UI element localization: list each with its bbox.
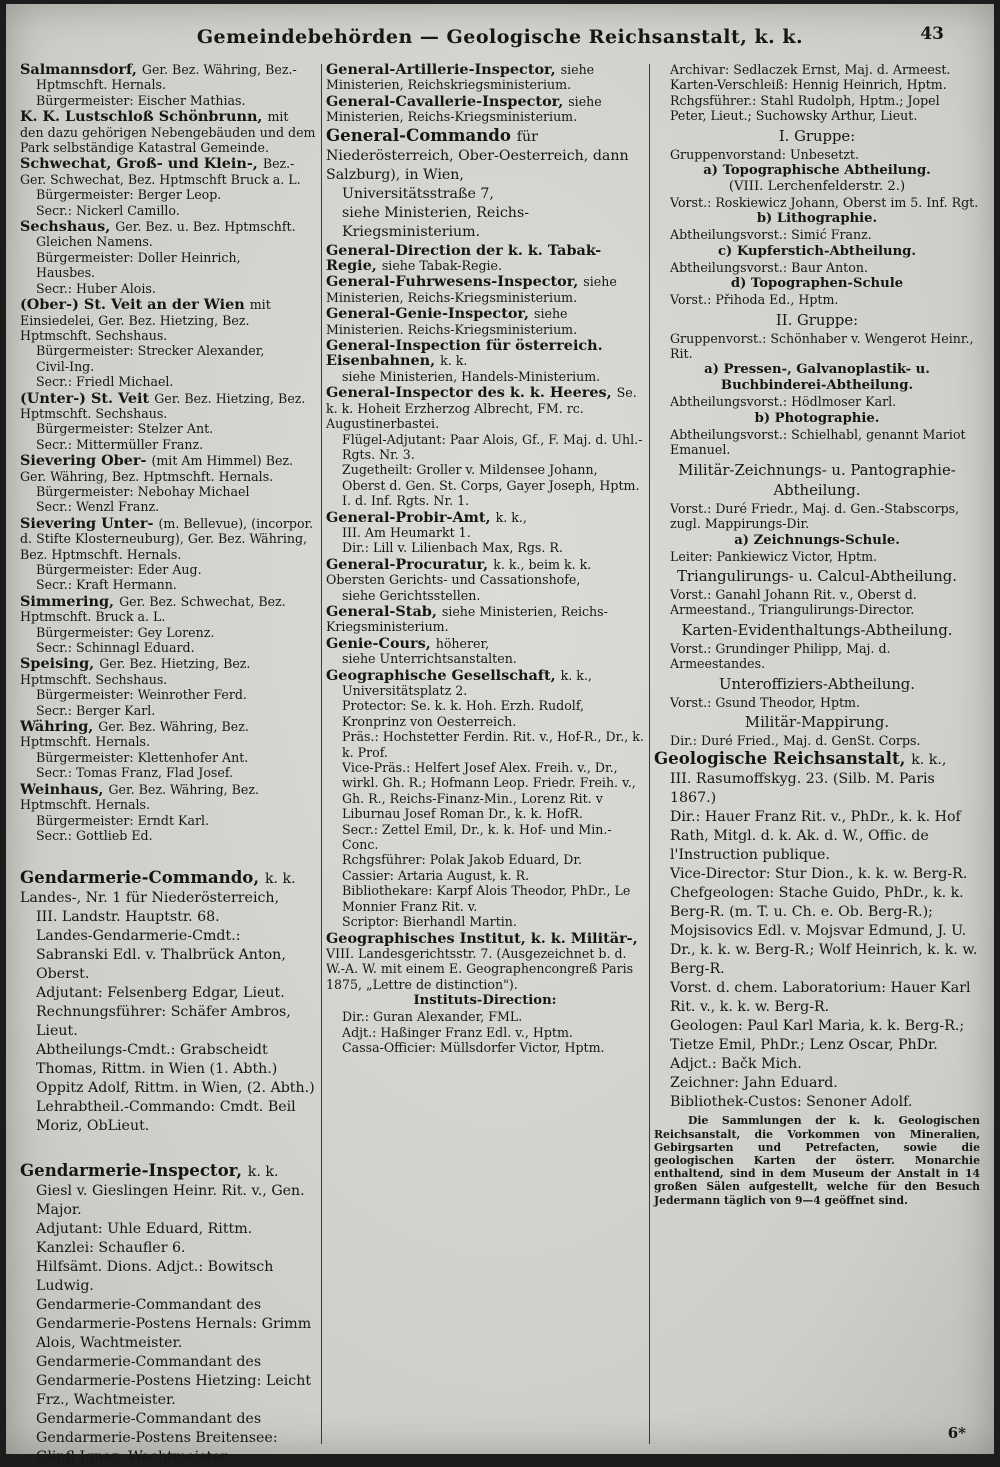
entry-line: Chefgeologen: Stache Guido, PhDr., k. k. Berg-R. (m. T. u. Ch. e. Ob. Berg-R.); Mojsisovics Edl. v. Mojsvar Edmund, J. U. Dr., k. k. w. Berg-R.; Wolf Heinrich, k. k. w. Berg-R. [670, 885, 978, 978]
entry-heading: Geologische Reichsanstalt, [654, 748, 912, 769]
directory-entry [654, 260, 980, 275]
entry-line: Landes-Gendarmerie-Cmdt.: Sabranski Edl. v. Thalbrück Anton, Oberst. [36, 928, 286, 983]
directory-entry [654, 695, 980, 710]
entry-line: siehe Gerichtsstellen. [342, 587, 481, 603]
page [6, 4, 994, 1466]
entry-line: k. k., [911, 752, 947, 769]
entry-line: Zeichner: Jahn Eduard. [670, 1075, 838, 1092]
directory-entry [20, 719, 316, 781]
entry-heading: (Unter-) St. Veit [20, 389, 155, 407]
entry-line: siehe Ministerien, Reichs-Kriegsministerium. [326, 93, 602, 125]
entry-heading: General-Artillerie-Inspector, [326, 61, 561, 78]
entry-heading: General-Probir-Amt, [326, 508, 496, 526]
entry-line: Protector: Se. k. k. Hoh. Erzh. Rudolf, Kronprinz von Oesterreich. [342, 698, 585, 729]
entry-line: Ger. Bez. Hietzing, Bez. Hptmschft. Sechshaus. [20, 390, 306, 421]
subsection-label: b) Photographie. [754, 410, 880, 426]
entry-line: Flügel-Adjutant: Paar Alois, Gf., F. Maj. d. Uhl.-Rgts. Nr. 3. [342, 431, 643, 462]
entry-heading: Gendarmerie-Inspector, [20, 1160, 248, 1181]
section-title: Militär-Zeichnungs- u. Pantographie-Abtheilung. [678, 461, 956, 499]
entry-line: Hilfsämt. Dions. Adjct.: Bowitsch Ludwig. [36, 1259, 274, 1295]
entry-line: Abtheilungsvorst.: Simić Franz. [670, 227, 872, 243]
entry-line: Kanzlei: Schaufler 6. [36, 1240, 186, 1257]
entry-line: Vorst.: Duré Friedr., Maj. d. Gen.-Stabscorps, zugl. Mappirungs-Dir. [670, 500, 960, 532]
entry-line: k. k., [495, 509, 527, 525]
entry-line: Bürgermeister: Doller Heinrich, [36, 249, 241, 265]
subsection-label: a) Topographische Abtheilung. [703, 163, 931, 179]
subsection-label: Instituts-Direction: [413, 993, 557, 1009]
entry-line: Civil-Ing. [36, 358, 95, 374]
entry-heading: General-Direction der k. k. Tabak-Regie, [326, 241, 602, 275]
entry-line: Bürgermeister: Klettenhofer Ant. [36, 749, 249, 765]
directory-entry [326, 668, 644, 930]
entry-heading: General-Commando [326, 124, 517, 145]
entry-line: k. k., beim k. k. Obersten Gerichts- und Cassationshofe, [326, 556, 592, 588]
subsection-heading [654, 362, 980, 394]
subsection-label: c) Kupferstich-Abtheilung. [718, 243, 916, 259]
subsection-heading [654, 411, 980, 427]
directory-entry [326, 931, 644, 993]
entry-line: k. k. [247, 1164, 279, 1181]
page-number: 43 [920, 24, 944, 44]
entry-line: Rechnungsführer: Schäfer Ambros, Lieut. [36, 1004, 291, 1040]
directory-entry [326, 306, 644, 337]
section-title: Unteroffiziers-Abtheilung. [719, 675, 915, 693]
directory-entry [654, 292, 980, 307]
entry-line: Vorst.: Ganahl Johann Rit. v., Oberst d. Armeestand., Triangulirungs-Director. [670, 586, 917, 618]
entry-line: Secr.: Schinnagl Eduard. [36, 640, 195, 656]
entry-line: Ger. Bez. Hietzing, Bez. Hptmschft. Sechshaus. [20, 656, 251, 687]
directory-entry [654, 501, 980, 532]
entry-line: Dir.: Guran Alexander, FML. [342, 1009, 523, 1025]
entry-line: Bibliothekare: Karpf Alois Theodor, PhDr., Le Monnier Franz Rit. v. [342, 883, 631, 914]
entry-line: Geologen: Paul Karl Maria, k. k. Berg-R.; Tietze Emil, PhDr.; Lenz Oscar, PhDr. [670, 1018, 965, 1054]
subsection-heading [654, 163, 980, 195]
directory-entry [20, 516, 316, 593]
entry-line: Archivar: Sedlaczek Ernst, Maj. d. Armeest. [670, 62, 951, 77]
entry-line: Secr.: Tomas Franz, Flad Josef. [36, 765, 234, 781]
subsection-label: d) Topographen-Schule [730, 276, 904, 292]
entry-line: siehe Unterrichtsanstalten. [342, 651, 517, 667]
directory-entry [20, 219, 316, 296]
directory-entry [654, 587, 980, 618]
directory-entry [654, 549, 980, 564]
entry-line: Gruppenvorstand: Unbesetzt. [670, 146, 859, 162]
directory-entry [654, 427, 980, 458]
directory-entry [326, 126, 644, 242]
column-rule-1 [321, 64, 322, 1444]
entry-heading: Salmannsdorf, [20, 61, 142, 78]
entry-line: III. Am Heumarkt 1. [342, 524, 471, 540]
entry-line: Vice-Präs.: Helfert Josef Alex. Freih. v., Dr., wirkl. Gh. R.; Hofmann Leop. Friedr. Freih. v., Gh. R., Reichs-Finanz-Min., Lorenz Rit. v Liburnau Josef Roman Dr., k. k. HofR. [342, 760, 636, 822]
signature-mark: 6* [947, 1424, 966, 1442]
entry-line: Rchgsführer: Polak Jakob Eduard, Dr. [342, 852, 583, 868]
entry-line: Karten-Verschleiß: Hennig Heinrich, Hptm. [670, 77, 947, 93]
entry-heading: Schwechat, Groß- und Klein-, [20, 155, 263, 173]
entry-line: siehe Ministerien, Reichskriegsministerium. [326, 62, 595, 93]
entry-line: siehe Ministerien, Reichs-Kriegsministerium. [342, 204, 530, 240]
entry-heading: Speising, [20, 655, 100, 673]
directory-entry [20, 156, 316, 218]
directory-entry [654, 62, 980, 124]
entry-heading: General-Procuratur, [326, 555, 494, 573]
entry-heading: Sievering Unter- [20, 514, 159, 532]
entry-line: Secr.: Nickerl Camillo. [36, 202, 180, 218]
entry-line: Bürgermeister: Strecker Alexander, [36, 343, 265, 359]
entry-line: Lehrabtheil.-Commando: Cmdt. Beil Moriz, ObLieut. [36, 1099, 296, 1135]
subsection-heading [654, 211, 980, 227]
entry-line: VIII. Landesgerichtsstr. 7. (Ausgezeichnet b. d. W.-A. W. mit einem E. Geographencongreß Paris 1875, „Lettre de distinction"). [326, 945, 634, 992]
entry-line: Ger. Bez. u. Bez. Hptmschft. [115, 219, 296, 235]
directory-entry [654, 749, 980, 1112]
entry-line: Bürgermeister: Gey Lorenz. [36, 624, 215, 640]
entry-line: Scriptor: Bierhandl Martin. [342, 914, 517, 930]
entry-line: Vorst. d. chem. Laboratorium: Hauer Karl Rit. v., k. k. w. Berg-R. [670, 980, 971, 1016]
entry-line: höherer, [435, 635, 490, 651]
entry-line: Secr.: Kraft Hermann. [36, 577, 177, 593]
column-rule-2 [649, 64, 650, 1444]
entry-line: Vorst.: Roskiewicz Johann, Oberst im 5. Inf. Rgt. [670, 195, 979, 211]
directory-entry [20, 1161, 316, 1467]
running-header [6, 26, 994, 50]
directory-entry [326, 274, 644, 305]
subsection-address: (VIII. Lerchenfelderstr. 2.) [728, 179, 906, 195]
entry-heading: Sievering Ober- [20, 452, 152, 470]
entry-heading: Geographisches Institut, k. k. Militär-, [326, 929, 638, 947]
entry-line: (m. Bellevue), (incorpor. d. Stifte Klosterneuburg), Ger. Bez. Währing, Bez. Hptmschft. Hernals. [20, 515, 314, 562]
entry-line: Giesl v. Gieslingen Heinr. Rit. v., Gen. Major. [36, 1183, 305, 1219]
subsection-heading [326, 993, 644, 1009]
section-title: Militär-Mappirung. [744, 713, 890, 731]
entry-line: Abtheilungsvorst.: Schielhabl, genannt Mariot Emanuel. [670, 426, 966, 458]
entry-line: Se. k. k. Hoheit Erzherzog Albrecht, FM. rc. Augustinerbastei. [326, 385, 637, 432]
entry-line: Leiter: Pankiewicz Victor, Hptm. [670, 548, 878, 564]
section-gap [20, 1137, 316, 1161]
entry-line: (mit Am Himmel) Bez. Ger. Währing, Bez. Hptmschft. Hernals. [20, 453, 294, 484]
entry-line: Secr.: Gottlieb Ed. [36, 827, 153, 843]
entry-line: Bibliothek-Custos: Senoner Adolf. [670, 1094, 913, 1111]
directory-entry [20, 453, 316, 515]
directory-entry [654, 394, 980, 409]
entry-line: Bürgermeister: Nebohay Michael [36, 483, 250, 499]
section-gap [20, 844, 316, 868]
entry-line: Adjutant: Uhle Eduard, Rittm. [36, 1221, 253, 1238]
entry-line: siehe Tabak-Regie. [381, 258, 502, 274]
entry-line: Gendarmerie-Commandant des Gendarmerie-Postens Hernals: Grimm Alois, Wachtmeister. [36, 1297, 312, 1352]
column-left [20, 61, 316, 1466]
entry-line: k. k. Landes-, Nr. 1 für Niederösterreich, [20, 871, 296, 907]
directory-entry [326, 62, 644, 93]
entry-line: Vorst.: Gsund Theodor, Hptm. [670, 694, 861, 710]
directory-entry [20, 868, 316, 1136]
entry-line: Adjct.: Bačk Mich. [670, 1056, 802, 1073]
entry-heading: General-Fuhrwesens-Inspector, [326, 273, 584, 291]
subsection-label: a) Zeichnungs-Schule. [734, 532, 900, 548]
directory-entry [20, 391, 316, 453]
entry-heading: General-Inspector des k. k. Heeres, [326, 384, 617, 402]
directory-entry [654, 147, 980, 162]
entry-line: III. Landstr. Hauptstr. 68. [36, 909, 220, 926]
entry-line: Secr.: Berger Karl. [36, 702, 156, 718]
entry-line: Hptmschft. Hernals. [36, 77, 166, 93]
entry-line: k. k., [560, 667, 592, 683]
directory-entry [326, 1009, 644, 1055]
entry-line: Gendarmerie-Commandant des Gendarmerie-Postens Hietzing: Leicht Frz., Wachtmeister. [36, 1354, 312, 1409]
entry-line: Bürgermeister: Berger Leop. [36, 187, 222, 203]
entry-line: Bürgermeister: Eder Aug. [36, 562, 202, 577]
entry-line: Bez.-Ger. Schwechat, Bez. Hptmschft Bruck a. L. [20, 156, 301, 187]
directory-entry [20, 297, 316, 389]
entry-line: für Niederösterreich, Ober-Oesterreich, dann Salzburg), in Wien, [326, 128, 629, 183]
entry-line: Oppitz Adolf, Rittm. in Wien, (2. Abth.) [36, 1080, 315, 1097]
entry-line: Präs.: Hochstetter Ferdin. Rit. v., Hof-R., Dr., k. k. Prof. [342, 729, 644, 760]
section-title: II. Gruppe: [775, 311, 859, 329]
entry-line: Secr.: Wenzl Franz. [36, 499, 160, 515]
directory-entry [654, 641, 980, 672]
entry-line: Ger. Bez. Währing, Bez. Hptmschft. Hernals. [20, 719, 249, 750]
entry-line: Rchgsführer.: Stahl Rudolph, Hptm.; Jopel Peter, Lieut.; Suchowsky Arthur, Lieut. [670, 92, 940, 124]
entry-line: Bürgermeister: Stelzer Ant. [36, 421, 214, 437]
entry-line: siehe Ministerien. Reichs-Kriegsministerium. [326, 306, 578, 337]
entry-heading: Währing, [20, 718, 99, 736]
entry-line: Adjt.: Haßinger Franz Edl. v., Hptm. [342, 1024, 573, 1040]
entry-heading: Geographische Gesellschaft, [326, 666, 561, 684]
directory-entry [326, 636, 644, 667]
entry-line: Universitätsstraße 7, [342, 185, 494, 202]
directory-entry [326, 385, 644, 508]
entry-line: Abtheilungsvorst.: Baur Anton. [670, 259, 868, 275]
subsection-label: b) Lithographie. [756, 211, 878, 227]
header-title: Gemeindebehörden — Geologische Reichsanstalt, k. k. [196, 26, 804, 48]
entry-line: Vice-Director: Stur Dion., k. k. w. Berg-R. [670, 866, 968, 883]
entry-heading: General-Stab, [326, 602, 442, 620]
entry-line: Bürgermeister: Eischer Mathias. [36, 92, 246, 108]
entry-line: Abtheilungs-Cmdt.: Grabscheidt Thomas, Rittm. in Wien (1. Abth.) [36, 1042, 278, 1078]
entry-heading: (Ober-) St. Veit an der Wien [20, 296, 250, 314]
entry-line: Abtheilungsvorst.: Hödlmoser Karl. [670, 394, 897, 410]
entry-line: Zugetheilt: Groller v. Mildensee Johann, Oberst d. Gen. St. Corps, Gayer Joseph, Hptm. I. d. Inf. Rgts. Nr. 1. [342, 462, 640, 509]
entry-line: Gruppenvorst.: Schönhaber v. Wengerot Heinr., Rit. [670, 330, 974, 362]
column-right [654, 62, 980, 1450]
section-title: I. Gruppe: [778, 127, 856, 145]
entry-line: III. Rasumoffskyg. 23. (Silb. M. Paris 1867.) [670, 771, 935, 807]
entry-line: siehe Ministerien, Reichs-Kriegsministerium. [326, 274, 617, 305]
entry-heading: Sechshaus, [20, 218, 116, 236]
entry-line: Dir.: Duré Fried., Maj. d. GenSt. Corps. [670, 732, 921, 748]
directory-entry [326, 510, 644, 556]
entry-heading: General-Genie-Inspector, [326, 305, 534, 323]
directory-entry [654, 195, 980, 210]
entry-line: siehe Ministerien, Handels-Ministerium. [342, 368, 601, 384]
directory-entry [654, 227, 980, 242]
subsection-heading [654, 533, 980, 549]
directory-entry [326, 338, 644, 384]
entry-line: k. k. [440, 353, 468, 369]
entry-line: Secr.: Friedl Michael. [36, 374, 174, 390]
entry-line: Bürgermeister: Erndt Karl. [36, 812, 210, 828]
directory-entry [326, 604, 644, 635]
directory-entry [20, 782, 316, 844]
entry-heading: General-Cavallerie-Inspector, [326, 92, 569, 110]
entry-line: Secr.: Huber Alois. [36, 280, 156, 296]
entry-line: Gendarmerie-Commandant des Gendarmerie-Postens Breitensee: Glipfl Ignaz, Wachtmeister. [36, 1411, 278, 1466]
subsection-label: a) Pressen-, Galvanoplastik- u. Buchbinderei-Abtheilung. [704, 362, 930, 394]
entry-line: Secr.: Zettel Emil, Dr., k. k. Hof- und Min.-Conc. [342, 821, 612, 853]
entry-line: Dir.: Hauer Franz Rit. v., PhDr., k. k. Hof Rath, Mitgl. d. k. Ak. d. W., Offic. de l'Instruction publique. [670, 809, 961, 864]
entry-line: Hausbes. [36, 265, 96, 281]
entry-line: Vorst.: Přihoda Ed., Hptm. [670, 292, 839, 308]
entry-line: mit Einsiedelei, Ger. Bez. Hietzing, Bez. Hptmschft. Sechshaus. [20, 297, 271, 343]
museum-note: Die Sammlungen der k. k. Geologischen Reichsanstalt, die Vorkommen von Mineralien, Gebirgsarten und Petrefacten, sowie die geologischen Karten der österr. Monarchie enthaltend, sind in dem Museum der Anstalt in 14 großen Sälen aufgestellt, welche für den Besuch Jedermann täglich von 9—4 geöffnet sind. [654, 1114, 980, 1207]
entry-line: Bürgermeister: Weinrother Ferd. [36, 687, 247, 703]
directory-entry [326, 557, 644, 603]
entry-line: Vorst.: Grundinger Philipp, Maj. d. Armeestandes. [670, 640, 891, 672]
entry-line: Adjutant: Felsenberg Edgar, Lieut. [36, 985, 285, 1002]
subsection-heading [654, 244, 980, 260]
section-title: Triangulirungs- u. Calcul-Abtheilung. [677, 567, 957, 585]
subsection-heading [654, 276, 980, 292]
directory-entry [654, 331, 980, 362]
directory-entry [326, 94, 644, 125]
entry-line: Dir.: Lill v. Lilienbach Max, Rgs. R. [342, 540, 563, 556]
entry-line: Ger. Bez. Schwechat, Bez. Hptmschft. Bruck a. L. [20, 593, 286, 625]
entry-heading: Gendarmerie-Commando, [20, 867, 265, 888]
directory-entry [20, 656, 316, 718]
section-title: Karten-Evidenthaltungs-Abtheilung. [681, 621, 953, 639]
directory-entry [20, 62, 316, 108]
entry-line: Cassier: Artaria August, k. R. [342, 867, 530, 883]
entry-line: Universitätsplatz 2. [342, 683, 468, 698]
entry-heading: Genie-Cours, [326, 634, 436, 652]
entry-heading: General-Inspection für österreich. Eisenbahnen, [326, 337, 603, 370]
column-middle [326, 62, 644, 1450]
directory-entry [326, 243, 644, 274]
entry-heading: Simmering, [20, 592, 120, 610]
entry-line: Ger. Bez. Währing, Bez. Hptmschft. Hernals. [20, 781, 259, 813]
entry-line: mit den dazu gehörigen Nebengebäuden und dem Park selbständige Katastral Gemeinde. [20, 109, 316, 156]
entry-line: siehe Ministerien, Reichs-Kriegsministerium. [326, 603, 608, 635]
entry-line: Cassa-Officier: Müllsdorfer Victor, Hptm. [342, 1039, 605, 1055]
directory-entry [20, 109, 316, 155]
directory-entry [20, 594, 316, 656]
entry-line: Gleichen Namens. [36, 234, 153, 250]
entry-line: Ger. Bez. Währing, Bez.- [141, 62, 297, 77]
entry-heading: Weinhaus, [20, 780, 109, 798]
entry-heading: K. K. Lustschloß Schönbrunn, [20, 108, 268, 126]
entry-line: Secr.: Mittermüller Franz. [36, 436, 204, 452]
directory-entry [654, 733, 980, 748]
